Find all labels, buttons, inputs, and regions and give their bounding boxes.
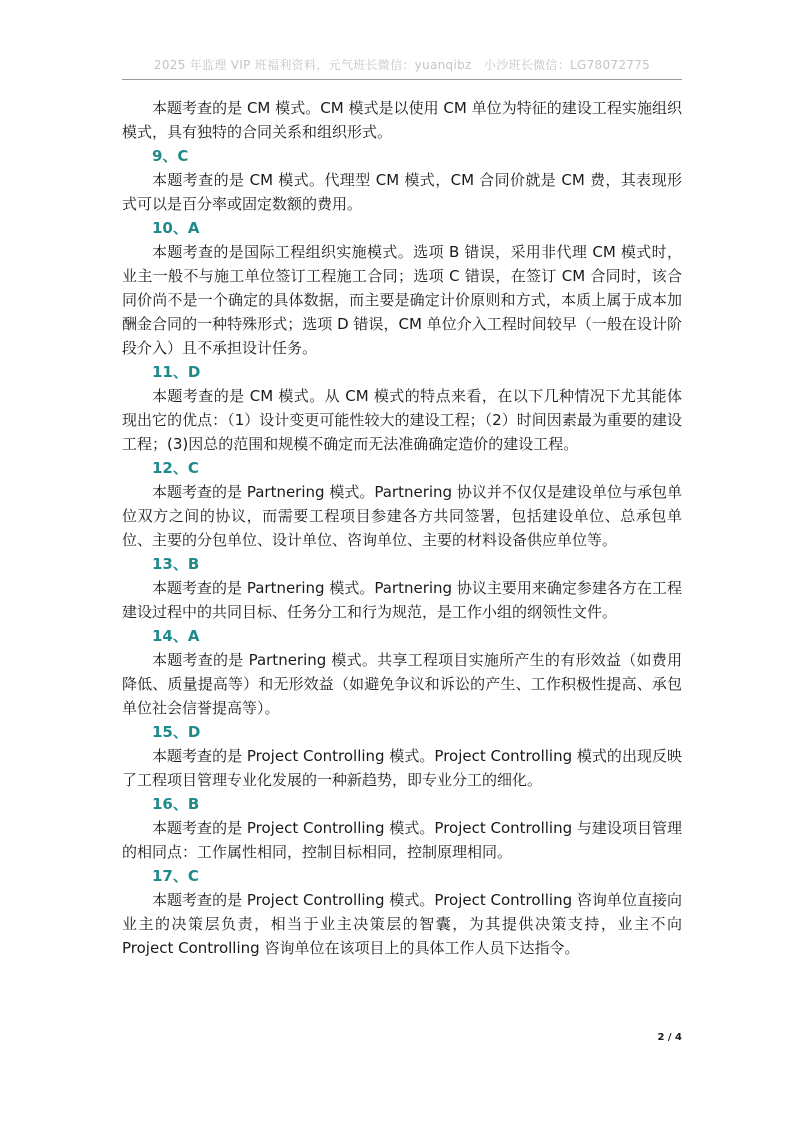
answer-explanation: 本题考查的是 Partnering 模式。共享工程项目实施所产生的有形效益（如费用降低、质量提高等）和无形效益（如避免争议和诉讼的产生、工作积极性提高、承包单位社会信誉提高等）。 (122, 651, 682, 717)
answer-label: 9、C (152, 147, 189, 165)
answer-label: 13、B (152, 555, 200, 573)
intro-explanation: 本题考查的是 CM 模式。CM 模式是以使用 CM 单位为特征的建设工程实施组织模式，具有独特的合同关系和组织形式。 (122, 99, 682, 141)
answer-label: 11、D (152, 363, 201, 381)
answer-item (122, 864, 682, 960)
answer-explanation: 本题考查的是 Project Controlling 模式。Project Controlling 咨询单位直接向业主的决策层负责，相当于业主决策层的智囊，为其提供决策支持，业主不向 Project Controlling 咨询单位在该项目上的具体工作人员下达指令。 (122, 891, 682, 957)
answer-item (122, 720, 682, 792)
answer-explanation: 本题考查的是国际工程组织实施模式。选项 B 错误，采用非代理 CM 模式时，业主一般不与施工单位签订工程施工合同；选项 C 错误，在签订 CM 合同时，该合同价尚不是一个确定的具体数据，而主要是确定计价原则和方式，本质上属于成本加酬金合同的一种特殊形式；选项 D 错误，CM 单位介入工程时间较早（一般在设计阶段介入）且不承担设计任务。 (122, 243, 682, 357)
answer-explanation: 本题考查的是 Partnering 模式。Partnering 协议并不仅仅是建设单位与承包单位双方之间的协议，而需要工程项目参建各方共同签署，包括建设单位、总承包单位、主要的分包单位、设计单位、咨询单位、主要的材料设备供应单位等。 (122, 483, 682, 549)
answer-explanation: 本题考查的是 Project Controlling 模式。Project Controlling 模式的出现反映了工程项目管理专业化发展的一种新趋势，即专业分工的细化。 (122, 747, 682, 789)
answer-label: 12、C (152, 459, 199, 477)
document-body (122, 96, 682, 960)
answer-item (122, 144, 682, 216)
answer-explanation: 本题考查的是 CM 模式。从 CM 模式的特点来看，在以下几种情况下尤其能体现出它的优点：（1）设计变更可能性较大的建设工程；（2）时间因素最为重要的建设工程；(3)因总的范围和规模不确定而无法准确确定造价的建设工程。 (122, 387, 682, 453)
answer-label: 17、C (152, 867, 199, 885)
answer-item (122, 456, 682, 552)
header-divider (122, 79, 682, 80)
answer-label: 16、B (152, 795, 200, 813)
answer-item (122, 792, 682, 864)
page-header: 2025 年监理 VIP 班福利资料，元气班长微信：yuanqibz 小沙班长微信：LG78072775 (153, 58, 651, 72)
answer-item (122, 360, 682, 456)
answer-explanation: 本题考查的是 Project Controlling 模式。Project Controlling 与建设项目管理的相同点：工作属性相同，控制目标相同，控制原理相同。 (122, 819, 682, 861)
answer-label: 15、D (152, 723, 201, 741)
answer-explanation: 本题考查的是 CM 模式。代理型 CM 模式，CM 合同价就是 CM 费，其表现形式可以是百分率或固定数额的费用。 (122, 171, 682, 213)
page-number: 2 / 4 (657, 1032, 682, 1043)
answer-explanation: 本题考查的是 Partnering 模式。Partnering 协议主要用来确定参建各方在工程建设过程中的共同目标、任务分工和行为规范，是工作小组的纲领性文件。 (122, 579, 682, 621)
answer-label: 14、A (152, 627, 200, 645)
answer-item (122, 624, 682, 720)
answer-item (122, 216, 682, 360)
answer-item (122, 552, 682, 624)
answer-label: 10、A (152, 219, 200, 237)
